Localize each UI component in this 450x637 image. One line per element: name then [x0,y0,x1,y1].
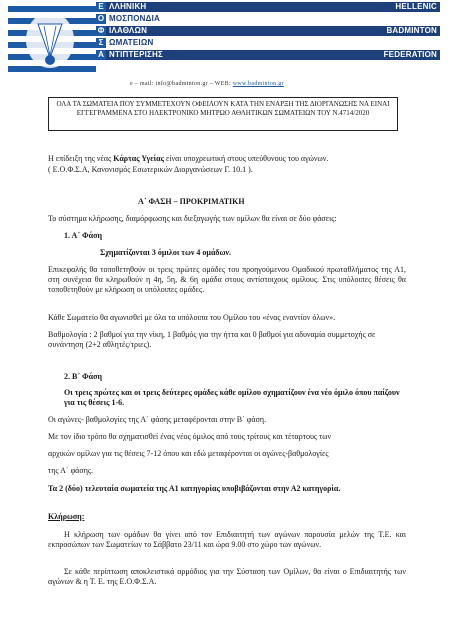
acronym-letter: Ε [96,2,106,12]
draw-paragraph-2: Σε κάθε περίπτωση αποκλειστικά αρμόδιος για την Σύσταση των Ομίλων, θα είναι ο Επιδιαιτητής των αγώνων & η Τ. Ε. της Ε.Ο.Φ.Σ.Α. [48,567,406,586]
health-card-text: Η επίδειξη της νέας [48,154,114,163]
english-name-line: BADMINTON [386,26,437,35]
phase-b-paragraph-2: Με τον ίδιο τρόπο θα σχηματισθεί ένας νέος όμιλος από τους τρίτους και τέταρτους των [48,432,332,441]
health-card-paragraph [48,154,408,164]
greek-name-line: ΝΤΙΠΤΕΡΙΣΗΣ [109,50,164,59]
greek-name-line: ΙΛΑΘΛΩΝ [109,26,148,35]
phase-a-intro: Το σύστημα κλήρωσης, διαμόρφωσης και διεξαγωγής των ομίλων θα είναι σε δύο φάσεις: [48,214,337,223]
letterhead-row [106,14,440,24]
letterhead-row [106,38,440,48]
acronym-letter: Α [96,50,106,60]
phase-b-paragraph-1: Οι αγώνες- βαθμολογίες της Α΄ φάσης μεταφέρονται στην Β΄ φάση. [48,415,267,424]
greek-name-line: ΩΜΑΤΕΙΩΝ [109,38,154,47]
acronym-letter: Ο [97,14,105,23]
english-name-line: HELLENIC [395,2,437,11]
health-card-reference: ( Ε.Ο.Φ.Σ.Α, Κανονισμός Εσωτερικών Διοργανώσεων Γ. 10.1 ). [48,165,253,174]
phase-b-item-label: 2. Β΄ Φάση [64,372,102,381]
greek-name-line: ΛΛΗΝΙΚΗ [109,2,147,11]
email-text: e – mail: info@badminton.gr – WEB: [130,81,231,87]
letterhead-row [106,50,440,60]
greek-flag-shuttlecock-icon [8,2,96,72]
phase-b-paragraph-2: αρχικών ομίλων για τις θέσεις 7-12 όπου και εδώ μεταφέρονται οι αγώνες-βαθμολογίες [48,449,329,458]
contact-line [130,81,284,87]
draw-heading: Κλήρωση: [48,512,85,521]
health-card-bold: Κάρτας Υγείας [113,154,164,163]
phase-b-bold-paragraph: Οι τρεις πρώτες και οι τρεις δεύτερες ομάδες κάθε ομίλου σχηματίζουν ένα νέο όμιλο όπου παίζουν για τις θέσεις 1-6. [64,388,400,407]
phase-a-item-label: 1. Α΄ Φάση [64,231,102,240]
letterhead-row [106,26,440,36]
health-card-text: είναι υποχρεωτική στους υπεύθυνους του αγώνων. [163,154,329,163]
phase-a-paragraph-2: Κάθε Σωματείο θα αγωνισθεί με όλα τα υπόλοιπα του Ομίλου του «ένας εναντίον όλων». [48,313,336,322]
greek-name-line: ΜΟΣΠΟΝΔΙΑ [109,14,161,23]
english-name-line: FEDERATION [383,50,437,59]
phase-b-paragraph-2: της Α΄ φάσης. [48,466,94,475]
phase-a-paragraph-3: Βαθμολογία : 2 βαθμοί για την νίκη, 1 βαθμός για την ήττα και 0 βαθμοί για αδυναμία συμμετοχής σε συνάντηση (2+2 αθλητές/τριες). [48,330,376,349]
letterhead-row [106,2,440,12]
phase-a-heading: Α΄ ΦΑΣΗ – ΠΡΟΚΡΙΜΑΤΙΚΗ [138,197,245,206]
acronym-letter: Σ [96,38,106,48]
registration-notice: ΟΛΑ ΤΑ ΣΩΜΑΤΕΙΑ ΠΟΥ ΣΥΜΜΕΤΕΧΟΥΝ ΟΦΕΙΛΟΥΝ ΚΑΤΑ ΤΗΝ ΕΝΑΡΞΗ ΤΗΣ ΔΙΟΡΓΑΝΩΣΗΣ ΝΑ ΕΙΝΑΙ ΕΓΓΕΓΡΑΜΜΕΝΑ ΣΤΟ ΗΛΕΚΤΡΟΝΙΚΟ ΜΗΤΡΩΟ ΑΘΛΗΤΙΚΩΝ ΣΩΜΑΤΕΙΩΝ ΤΟΥ Ν.4714/2020 [48,97,398,131]
phase-a-groups: Σχηματίζονται 3 όμιλοι των 4 ομάδων. [100,248,231,257]
draw-paragraph-1: Η κλήρωση των ομάδων θα γίνει από τον Επιδιαιτητή των αγώνων παρουσία μελών της Τ.Ε. και εκπροσώπων των Σωματείων το Σάββατο 23/11 και ώρα 9.00 στο χώρο των αγώνων. [48,530,406,549]
federation-logo [8,2,96,72]
relegation-paragraph: Τα 2 (δύο) τελευταία σωματεία της Α1 κατηγορίας υποβιβάζονται στην Α2 κατηγορία. [48,484,341,493]
phase-a-paragraph-1: Επικεφαλής θα τοποθετηθούν οι τρεις πρώτες ομάδες του προηγούμενου Ομαδικού πρωταθλήματος της Α1, στη συνέχεια θα κληρωθούν η 4η, 5η, & 6η ομάδα στους αντίστοιχους ομίλους. Στις υπόλοιπες θέσεις θα τοποθετηθούν με κλήρωση οι υπόλοιπες ομάδες. [48,265,406,294]
website-link[interactable]: www.badminton.gr [232,81,284,87]
acronym-letter: Φ [97,26,105,35]
